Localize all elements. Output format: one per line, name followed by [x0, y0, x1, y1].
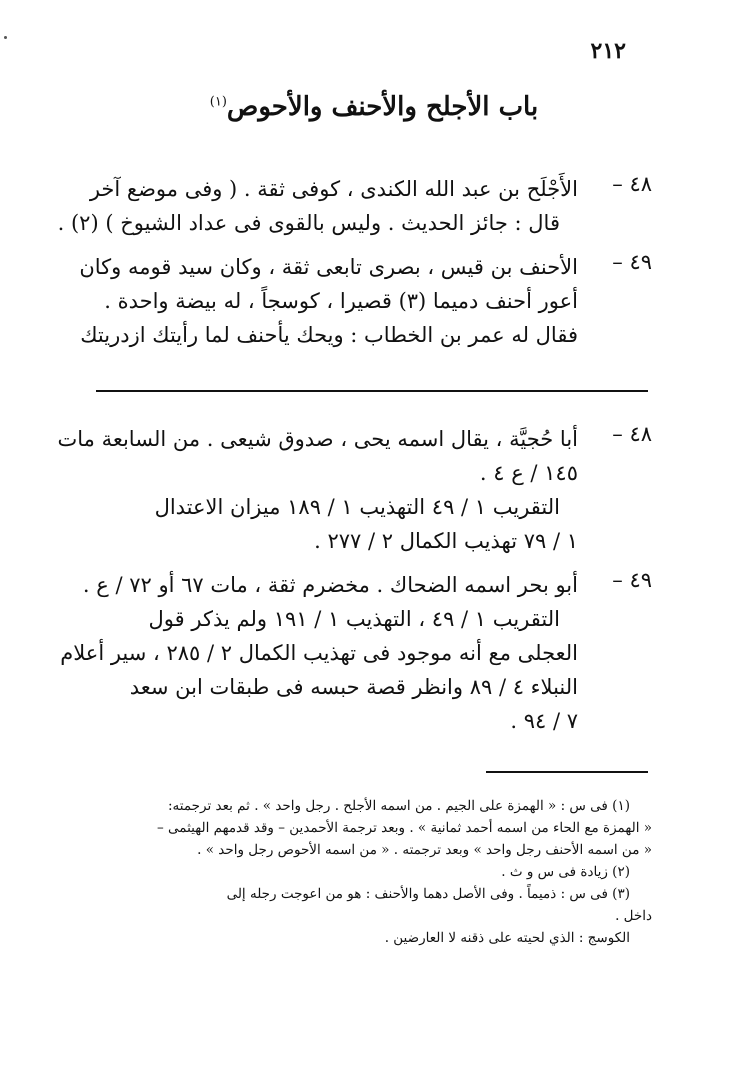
annotation-48: [57, 422, 652, 558]
footnote-line: (٢) زيادة فى س و ث .: [501, 864, 630, 880]
entry-line: أبا حُجيَّة ، يقال اسمه يحى ، صدوق شيعى . من السابعة مات: [57, 427, 578, 451]
footnote-line: الكوسج : الذي لحيته على ذقنه لا العارضين .: [384, 930, 630, 946]
chapter-title-text: باب الأجلح والأحنف والأحوص: [226, 92, 539, 122]
entry-number: ٤٩ –: [612, 568, 652, 592]
entry-line: النبلاء ٤ / ٨٩ وانظر قصة حبسه فى طبقات ابن سعد: [129, 675, 578, 699]
entry-line: قال : جائز الحديث . وليس بالقوى فى عداد الشيوخ ) (٢) .: [57, 211, 560, 235]
chapter-footnote-ref: (١): [209, 94, 227, 110]
entry-line: الأَجْلَح بن عبد الله الكندى ، كوفى ثقة . ( وفى موضع آخر: [89, 177, 578, 201]
entry-line: التقريب ١ / ٤٩ التهذيب ١ / ١٨٩ ميزان الاعتدال: [154, 495, 560, 519]
main-entries: [57, 172, 652, 362]
entry-body: [60, 568, 578, 738]
section-divider: [96, 390, 648, 392]
footnote-line: « من اسمه الأحنف رجل واحد » وبعد ترجمته . « من اسمه الأحوص رجل واحد » .: [197, 842, 652, 858]
footnote-line: (١) فى س : « الهمزة على الجيم . من اسمه الأجلح . رجل واحد » . ثم بعد ترجمته:: [168, 798, 630, 814]
annotation-49: [60, 568, 652, 738]
chapter-title: [0, 92, 748, 122]
annotation-entries: [57, 422, 652, 748]
entry-number: ٤٨ –: [612, 422, 652, 446]
entry-line: التقريب ١ / ٤٩ ، التهذيب ١ / ١٩١ ولم يذكر قول: [148, 607, 560, 631]
entry-line: الأحنف بن قيس ، بصرى تابعى ثقة ، وكان سيد قومه وكان: [79, 255, 578, 279]
entry-49: [79, 250, 652, 352]
footnote-divider: [486, 771, 648, 773]
entry-number: ٤٨ –: [612, 172, 652, 196]
footnote-line: داخل .: [615, 908, 652, 924]
entry-line: العجلى مع أنه موجود فى تهذيب الكمال ٢ / ٢٨٥ ، سير أعلام: [60, 641, 578, 665]
entry-body: [57, 422, 578, 558]
entry-number: ٤٩ –: [612, 250, 652, 274]
footnote-line: « الهمزة مع الحاء من اسمه أحمد ثمانية » . وبعد ترجمة الأحمدين – وقد قدمهم الهيثمى –: [157, 820, 652, 836]
entry-line: فقال له عمر بن الخطاب : ويحك يأحنف لما رأيتك ازدريتك: [80, 323, 578, 347]
entry-line: ٧ / ٩٤ .: [510, 709, 578, 733]
page-number: ٢١٢: [590, 38, 626, 64]
entry-line: أبو بحر اسمه الضحاك . مخضرم ثقة ، مات ٦٧ أو ٧٢ / ع .: [82, 573, 578, 597]
entry-line: أعور أحنف دميما (٣) قصيرا ، كوسجاً ، له بيضة واحدة .: [104, 289, 578, 313]
entry-line: ١ / ٧٩ تهذيب الكمال ٢ / ٢٧٧ .: [314, 529, 578, 553]
margin-mark: [4, 36, 7, 39]
entry-48: [57, 172, 652, 240]
entry-body: [79, 250, 578, 352]
entry-body: [57, 172, 578, 240]
entry-line: ١٤٥ / ع ٤ .: [479, 461, 578, 485]
footnote-line: (٣) فى س : ذميماً . وفى الأصل دهما والأحنف : هو من اعوجت رجله إلى: [226, 886, 630, 902]
footnotes: [84, 795, 652, 949]
